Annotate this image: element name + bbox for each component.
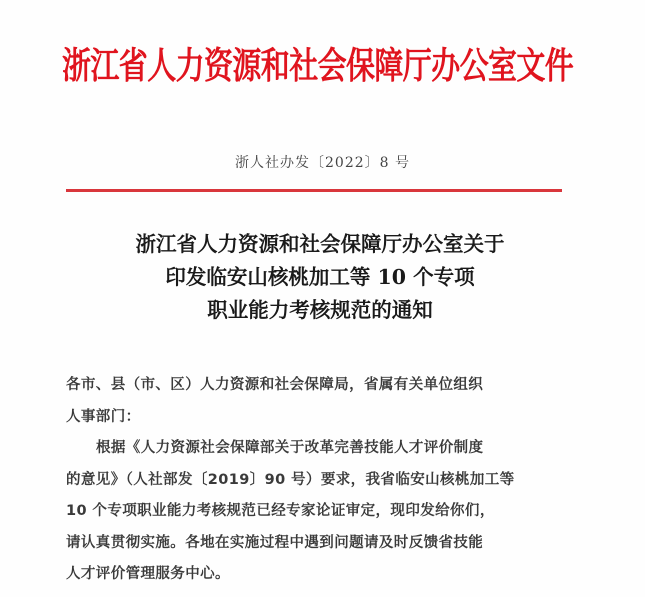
body-line: 10 个专项职业能力考核规范已经专家论证审定，现印发给你们， (66, 503, 495, 519)
body-line: 请认真贯彻实施。各地在实施过程中遇到问题请及时反馈省技能 (66, 534, 484, 551)
title-line: 浙江省人力资源和社会保障厅办公室关于 (135, 232, 505, 256)
document-body (66, 370, 566, 591)
document-number: 浙人社办发〔2022〕8 号 (235, 155, 410, 171)
addressee-line: 人事部门： (66, 408, 141, 425)
document-title (60, 228, 580, 327)
addressee-line: 各市、县（市、区）人力资源和社会保障局，省属有关单位组织 (66, 377, 484, 393)
title-line: 职业能力考核规范的通知 (207, 298, 433, 322)
body-line: 的意见》（人社部发〔2019〕90 号）要求，我省临安山核桃加工等 (66, 471, 515, 488)
red-divider-line (66, 189, 562, 192)
body-line: 人才评价管理服务中心。 (66, 566, 230, 582)
document-red-header: 浙江省人力资源和社会保障厅办公室文件 (62, 44, 574, 87)
body-line: 根据《人力资源社会保障部关于改革完善技能人才评价制度 (96, 440, 484, 456)
title-line: 印发临安山核桃加工等 10 个专项 (165, 265, 475, 289)
